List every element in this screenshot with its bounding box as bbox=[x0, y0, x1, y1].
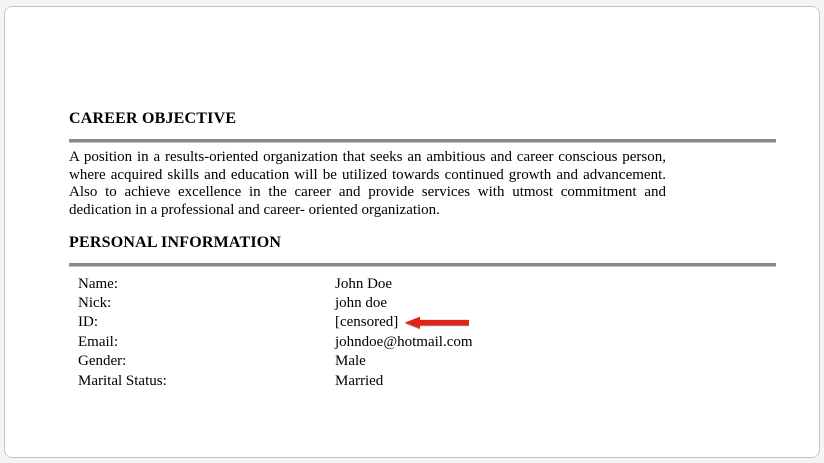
field-label: ID: bbox=[78, 314, 98, 331]
personal-information-title: PERSONAL INFORMATION bbox=[69, 234, 282, 252]
field-label: Marital Status: bbox=[78, 372, 167, 389]
table-row bbox=[69, 352, 776, 371]
table-row bbox=[69, 294, 776, 313]
personal-information-section bbox=[69, 232, 776, 390]
table-row bbox=[69, 313, 776, 332]
field-value: john doe bbox=[335, 294, 388, 311]
field-value: Male bbox=[335, 353, 366, 370]
document-page bbox=[4, 6, 820, 458]
table-row bbox=[69, 371, 776, 390]
career-objective-paragraph: A position in a results-oriented organization that seeks an ambitious and career conscious person, where acquired skills and education will be utilized towards continued growth and advancement. Also to achieve excellence in the career and provide services with utmost commitment and dedication in a professional and career- oriented organization. bbox=[69, 149, 666, 218]
table-row bbox=[69, 274, 776, 293]
field-value-censored: [censored] bbox=[335, 314, 399, 331]
red-left-arrow-icon bbox=[405, 316, 469, 329]
field-label: Nick: bbox=[78, 294, 112, 311]
career-objective-section bbox=[69, 108, 776, 219]
career-objective-title: CAREER OBJECTIVE bbox=[69, 110, 237, 127]
field-value: John Doe bbox=[335, 275, 393, 292]
field-value: Married bbox=[335, 372, 384, 389]
field-label: Name: bbox=[78, 275, 118, 292]
section-divider bbox=[69, 139, 776, 143]
section-divider bbox=[69, 263, 776, 267]
field-label: Gender: bbox=[78, 353, 127, 370]
field-label: Email: bbox=[78, 333, 118, 350]
page-content bbox=[69, 7, 776, 457]
table-row bbox=[69, 333, 776, 352]
field-value: johndoe@hotmail.com bbox=[335, 333, 473, 350]
personal-fields-list bbox=[69, 274, 776, 390]
